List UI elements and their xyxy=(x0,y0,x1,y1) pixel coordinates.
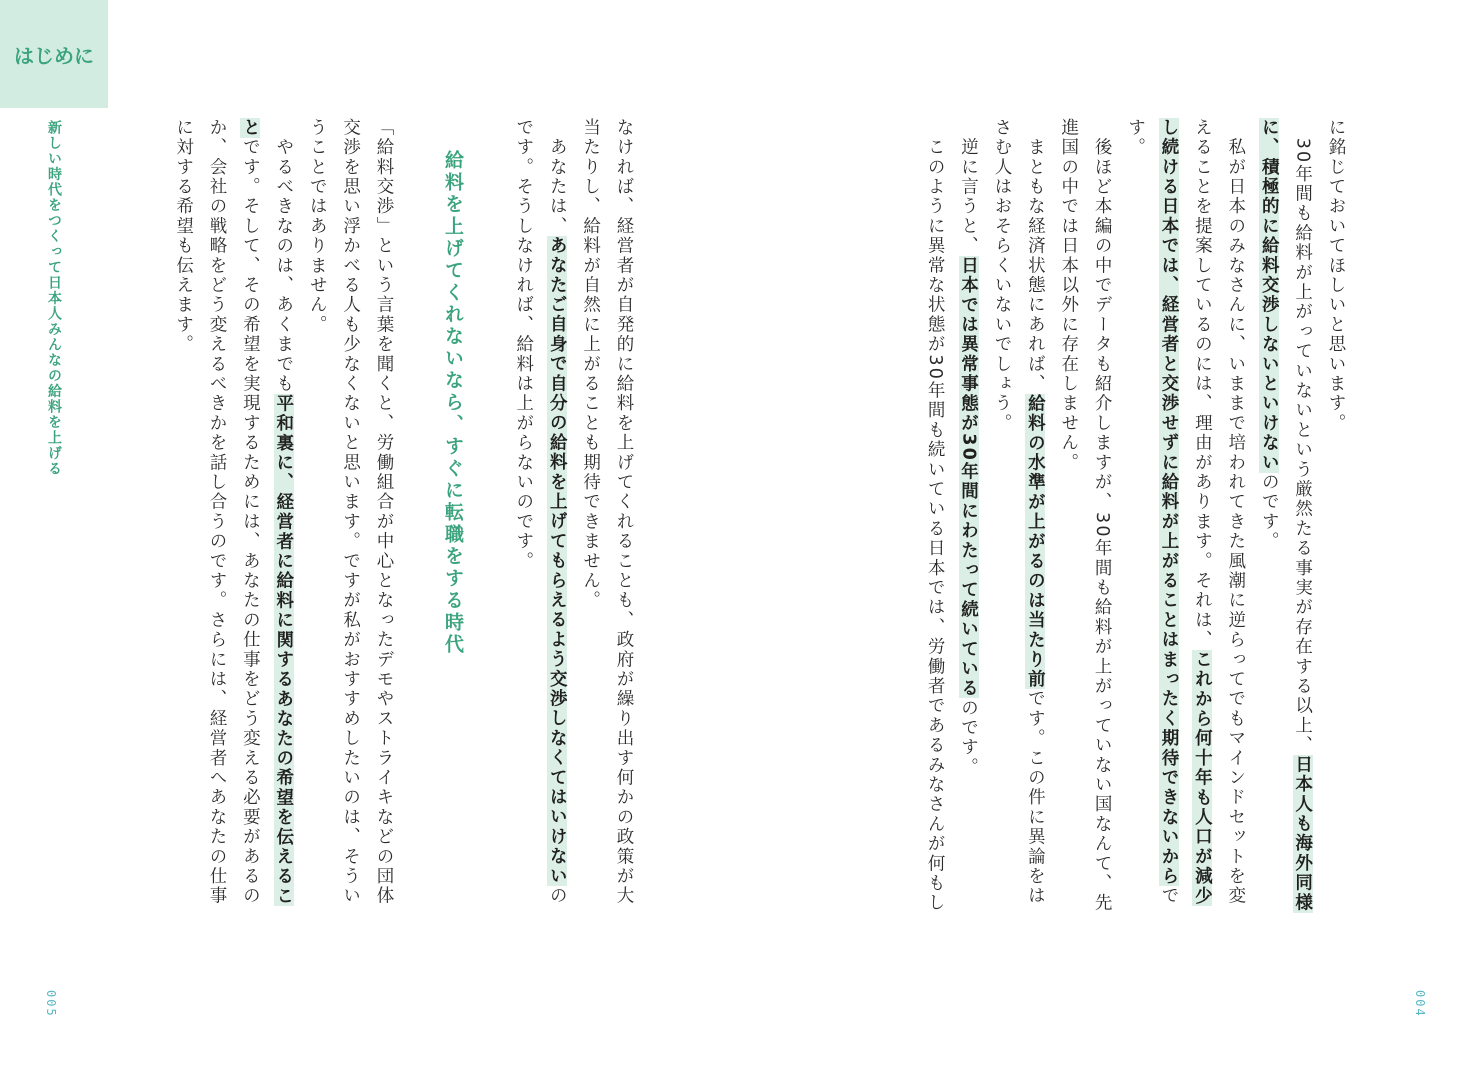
section-tab xyxy=(0,0,108,108)
highlighted-text: 日本人も海外同様に、積極的に給料交渉しないといけない xyxy=(1259,118,1313,913)
right-page-body xyxy=(836,118,1352,918)
body-text: なければ、経営者が自発的に給料を上げてくれることも、政府が繰り出す何かの政策が大当たりし、給料が自然に上がることも期待できません。 xyxy=(580,118,634,907)
paragraph xyxy=(300,118,400,918)
paragraph xyxy=(506,118,573,918)
body-text: まともな経済状態にあれば、 xyxy=(1025,118,1046,394)
page-number-left: 005 xyxy=(44,990,58,1018)
paragraph xyxy=(166,118,300,918)
body-text: です。そして、その希望を実現するためには、あなたの仕事をどう変える必要があるのか、会社の戦略をどう変えるべきかを話し合うのです。さらには、経営者へあなたの仕事に対する希望も伝えます。 xyxy=(173,118,261,907)
paragraph xyxy=(573,118,640,918)
paragraph xyxy=(985,118,1052,918)
highlighted-text: あなたご自身で自分の給料を上げてもらえるよう交渉しなくてはいけない xyxy=(547,236,568,887)
running-head: 新しい時代をつくって日本人みんなの給料を上げる xyxy=(46,120,62,477)
paragraph xyxy=(1118,118,1252,918)
page-number-right: 004 xyxy=(1413,990,1427,1018)
paragraph xyxy=(1319,118,1352,918)
body-text: 後ほど本編の中でデータも紹介しますが、30年間も給料が上がっていない国なんて、先進国の中では日本以外に存在しません。 xyxy=(1058,118,1113,913)
section-heading: 給料を上げてくれないなら、すぐに転職をする時代 xyxy=(442,150,464,656)
highlighted-text: 日本では異常事態が30年間にわたって続いている xyxy=(958,255,979,699)
left-page-body-bottom xyxy=(138,118,400,918)
body-text: のです。 xyxy=(1259,472,1280,552)
body-text: このように異常な状態が30年間も続いている日本では、労働者であるみなさんが何もし xyxy=(925,118,946,913)
body-text: やるべきなのは、あくまでも xyxy=(273,118,294,394)
highlighted-text: 給料の水準が上がるのは当たり前 xyxy=(1025,393,1046,690)
body-text: 30年間も給料が上がっていないという厳然たる事実が存在する以上、 xyxy=(1292,118,1313,756)
body-text: です。この件に異論をはさむ人はおそらくいないでしょう。 xyxy=(991,118,1046,907)
body-text: のです。 xyxy=(958,698,979,778)
body-text: です。 xyxy=(1125,118,1179,907)
highlighted-text: これから何十年も人口が減少し続ける日本では、経営者と交渉せずに給料が上がることはまったく期待できないから xyxy=(1158,118,1213,907)
body-text: 逆に言うと、 xyxy=(958,118,979,256)
body-text: 「給料交渉」という言葉を聞くと、労働組合が中心となったデモやストライキなどの団体交渉を思い浮かべる人も少なくないと思います。ですが私がおすすめしたいのは、そういうことではありません。 xyxy=(307,118,394,906)
body-text: 私が日本のみなさんに、いままで培われてきた風潮に逆らってでもマインドセットを変えることを提案しているのには、理由があります。それは、 xyxy=(1192,118,1246,906)
paragraph xyxy=(951,118,984,918)
body-text: に銘じておいてほしいと思います。 xyxy=(1326,118,1346,434)
highlighted-text: 平和裏に、経営者に給料に関するあなたの希望を伝えること xyxy=(240,118,294,907)
body-text: のです。そうしなければ、給料は上がらないのです。 xyxy=(513,118,568,907)
section-tab-label: はじめに xyxy=(14,43,94,68)
paragraph xyxy=(1051,118,1118,918)
body-text: あなたは、 xyxy=(547,118,568,237)
left-page-body-top xyxy=(500,118,640,918)
paragraph xyxy=(1252,118,1319,918)
paragraph xyxy=(918,118,951,918)
